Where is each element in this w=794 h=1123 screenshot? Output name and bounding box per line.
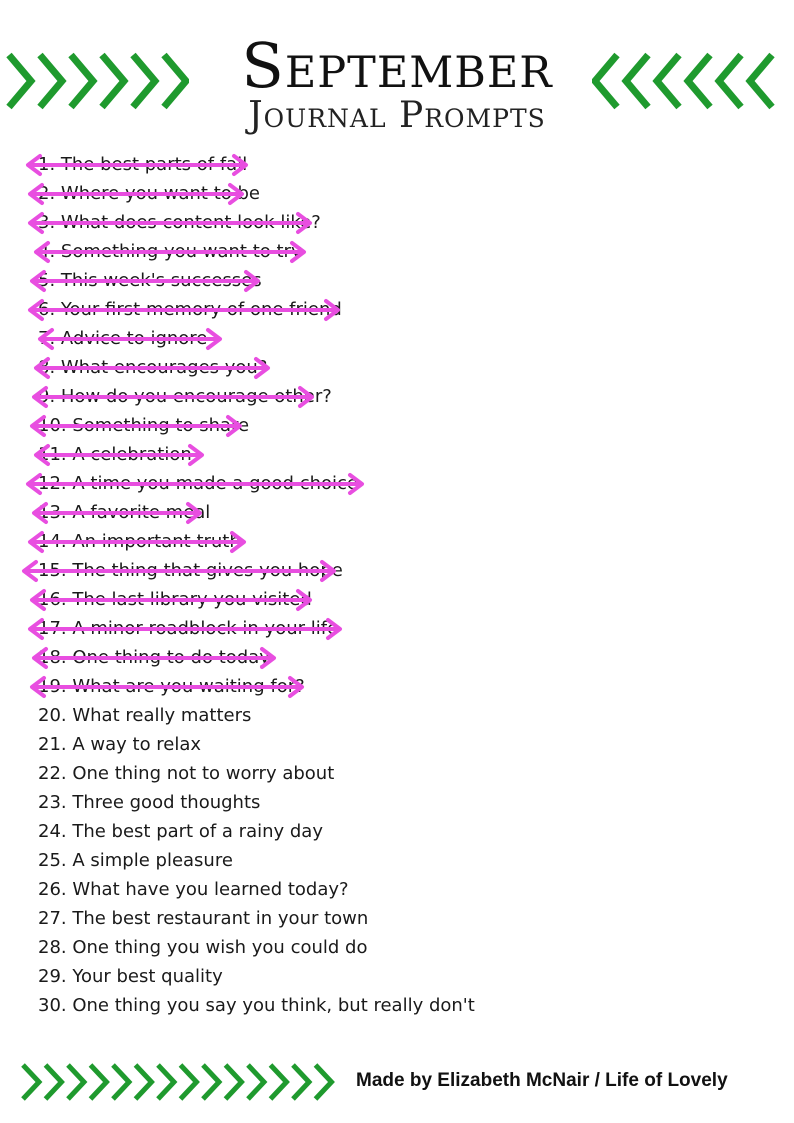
page-title: September [241, 29, 553, 102]
prompt-item [38, 672, 475, 701]
prompt-text: 23. Three good thoughts [38, 792, 261, 813]
prompt-item [38, 875, 475, 904]
prompt-item [38, 991, 475, 1020]
prompt-text: 13. A favorite meal [38, 502, 211, 523]
prompt-text: 26. What have you learned today? [38, 879, 349, 900]
prompt-item [38, 556, 475, 585]
prompt-text: 8. What encourages you? [38, 357, 268, 378]
prompt-text: 19. What are you waiting for? [38, 676, 305, 697]
prompt-text: 7. Advice to ignore [38, 328, 208, 349]
prompt-item [38, 614, 475, 643]
prompt-item [38, 469, 475, 498]
prompt-text: 1. The best parts of fall [38, 154, 248, 175]
prompt-item [38, 411, 475, 440]
prompt-text: 12. A time you made a good choice [38, 473, 358, 494]
prompt-text: 30. One thing you say you think, but really don't [38, 995, 475, 1016]
prompt-item [38, 237, 475, 266]
prompt-text: 22. One thing not to worry about [38, 763, 335, 784]
prompt-item [38, 643, 475, 672]
prompt-item [38, 962, 475, 991]
prompt-item [38, 846, 475, 875]
prompt-text: 28. One thing you wish you could do [38, 937, 368, 958]
prompt-item [38, 527, 475, 556]
prompt-text: 18. One thing to do today [38, 647, 270, 668]
prompt-item [38, 730, 475, 759]
prompt-text: 10. Something to share [38, 415, 250, 436]
prompt-item [38, 817, 475, 846]
prompt-item [38, 382, 475, 411]
prompt-item [38, 933, 475, 962]
prompt-text: 17. A minor roadblock in your life [38, 618, 339, 639]
prompt-item [38, 759, 475, 788]
prompt-item [38, 266, 475, 295]
chevron-right-footer-icon [20, 1062, 335, 1102]
prompt-text: 15. The thing that gives you hope [38, 560, 343, 581]
prompt-text: 6. Your first memory of one friend [38, 299, 342, 320]
prompt-item [38, 440, 475, 469]
prompt-item [38, 324, 475, 353]
page-subtitle: Journal Prompts [248, 95, 546, 136]
prompt-item [38, 150, 475, 179]
prompt-item [38, 788, 475, 817]
prompt-item [38, 585, 475, 614]
prompt-text: 14. An important truth [38, 531, 241, 552]
prompt-list [38, 150, 475, 1020]
prompt-text: 3. What does content look like? [38, 212, 321, 233]
prompt-text: 2. Where you want to be [38, 183, 261, 204]
prompt-text: 24. The best part of a rainy day [38, 821, 323, 842]
prompt-text: 11. A celebration [38, 444, 192, 465]
prompt-text: 29. Your best quality [38, 966, 223, 987]
prompt-text: 16. The last library you visited [38, 589, 312, 610]
prompt-text: 21. A way to relax [38, 734, 202, 755]
prompt-item [38, 498, 475, 527]
prompt-text: 9. How do you encourage other? [38, 386, 332, 407]
prompt-item [38, 295, 475, 324]
prompt-text: 5. This week's successes [38, 270, 262, 291]
prompt-item [38, 904, 475, 933]
prompt-text: 27. The best restaurant in your town [38, 908, 369, 929]
prompt-item [38, 353, 475, 382]
prompt-item [38, 701, 475, 730]
credit-line: Made by Elizabeth McNair / Life of Lovely [356, 1070, 728, 1091]
prompt-text: 20. What really matters [38, 705, 252, 726]
prompt-text: 25. A simple pleasure [38, 850, 233, 871]
prompt-item [38, 179, 475, 208]
prompt-text: 4. Something you want to try [38, 241, 302, 262]
prompt-item [38, 208, 475, 237]
